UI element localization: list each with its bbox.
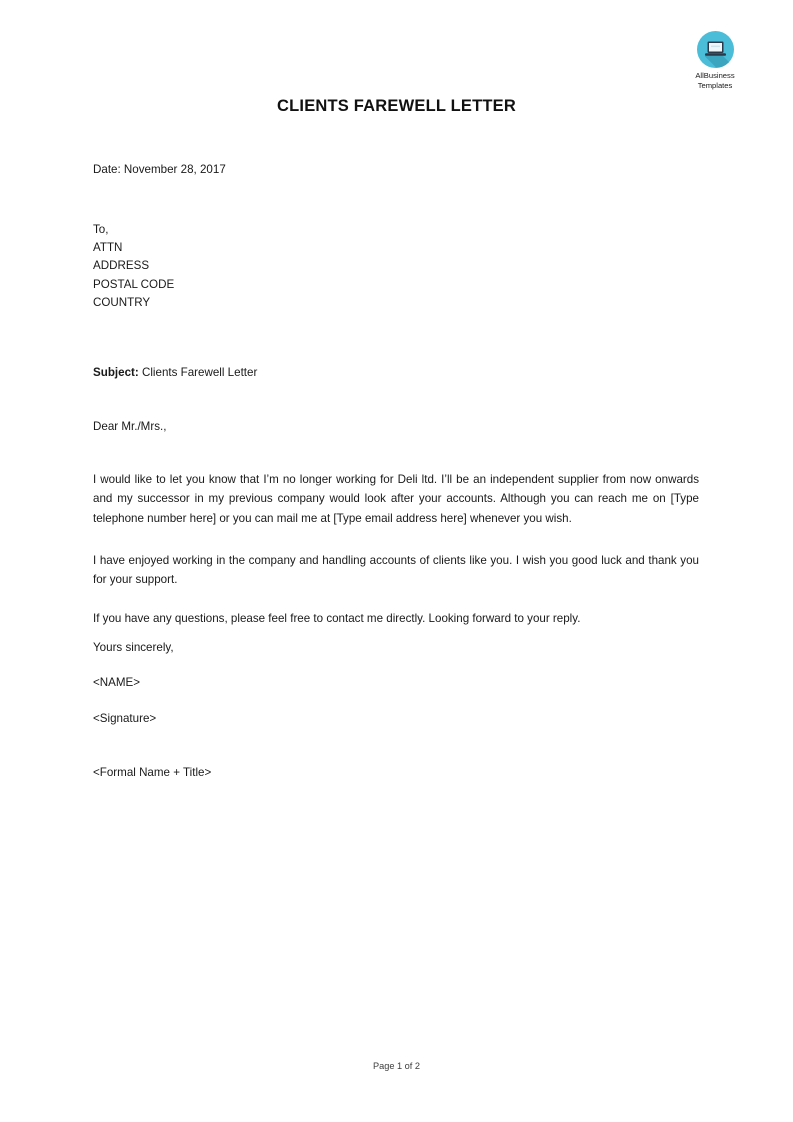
signature-mark-text: <Signature> xyxy=(93,712,157,725)
page-title: CLIENTS FAREWELL LETTER xyxy=(277,97,516,115)
salutation-block xyxy=(93,418,699,436)
brand-name-line-1: AllBusiness xyxy=(695,71,735,80)
recipient-address-block xyxy=(93,221,699,312)
laptop-icon xyxy=(697,31,734,68)
signature-title-block xyxy=(93,764,699,782)
closing-text: Yours sincerely, xyxy=(93,641,174,654)
body-paragraph-3: If you have any questions, please feel free to contact me directly. Looking forward to your reply. xyxy=(93,612,581,625)
salutation-text: Dear Mr./Mrs., xyxy=(93,420,167,433)
subject-value: Clients Farewell Letter xyxy=(141,366,258,379)
address-line-country: COUNTRY xyxy=(93,295,151,309)
address-line-address: ADDRESS xyxy=(93,259,150,273)
address-line-attn: ATTN xyxy=(93,241,123,255)
brand-name-line-2: Templates xyxy=(697,80,733,90)
date-text: Date: November 28, 2017 xyxy=(93,163,226,176)
body-paragraph-2: I have enjoyed working in the company and handling accounts of clients like you. I wish you good luck and thank you for your support. xyxy=(93,554,699,587)
laptop-circle-icon xyxy=(697,31,734,68)
brand-logo xyxy=(682,31,748,90)
address-line-postal-code: POSTAL CODE xyxy=(93,277,175,291)
subject-label: Subject: xyxy=(93,366,139,379)
signature-mark-block xyxy=(93,710,699,728)
signature-title-text: <Formal Name + Title> xyxy=(93,766,212,779)
body-paragraph-1: I would like to let you know that I’m no longer working for Deli ltd. I’ll be an independent supplier from now onwards and my successor in my previous company would look after your accounts. Although you can reach me on [Type telephone number here] or you can mail me at [Type email address here] whenever you wish. xyxy=(93,473,699,525)
date-block xyxy=(93,161,699,179)
subject-row xyxy=(93,364,699,382)
subject-block xyxy=(93,364,699,382)
signature-name-block xyxy=(93,674,699,692)
page-footer: Page 1 of 2 xyxy=(373,1061,420,1071)
closing-block xyxy=(93,639,699,657)
brand-name xyxy=(682,71,748,90)
signature-name-text: <NAME> xyxy=(93,676,141,689)
address-line-to: To, xyxy=(93,223,109,236)
